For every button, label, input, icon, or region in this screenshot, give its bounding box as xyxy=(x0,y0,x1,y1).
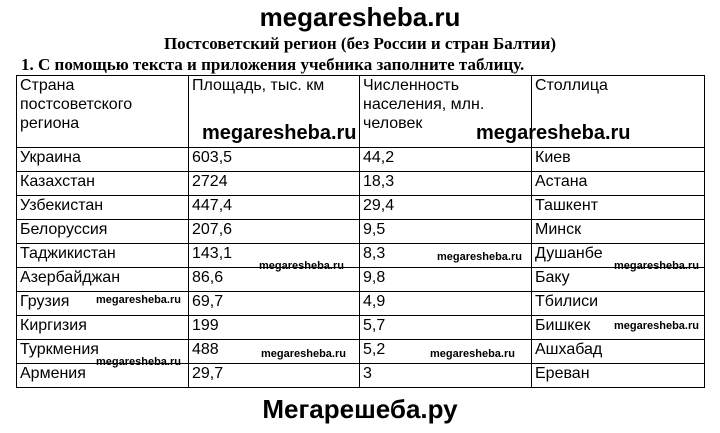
watermark: megaresheba.ru xyxy=(614,260,699,272)
task-text: 1. С помощью текста и приложения учебника заполните таблицу. xyxy=(21,55,525,74)
cell-area: 603,5 xyxy=(189,148,360,172)
table-row xyxy=(17,172,705,196)
cell-area: 86,6 xyxy=(189,268,360,292)
watermark: megaresheba.ru xyxy=(261,348,346,360)
cell-capital: Баку xyxy=(532,268,705,292)
cell-country: Киргизия xyxy=(17,316,189,340)
cell-country: Украина xyxy=(17,148,189,172)
cell-area: 143,1 xyxy=(189,244,360,268)
cell-capital: Душанбе xyxy=(532,244,705,268)
cell-country: Казахстан xyxy=(17,172,189,196)
cell-country: Армения xyxy=(17,364,189,388)
cell-population: 18,3 xyxy=(360,172,532,196)
table-row xyxy=(17,316,705,340)
cell-population: 3 xyxy=(360,364,532,388)
table-row xyxy=(17,244,705,268)
cell-population: 5,7 xyxy=(360,316,532,340)
cell-country: Узбекистан xyxy=(17,196,189,220)
cell-population: 9,5 xyxy=(360,220,532,244)
watermark: megaresheba.ru xyxy=(96,294,181,306)
cell-area: 207,6 xyxy=(189,220,360,244)
cell-area: 2724 xyxy=(189,172,360,196)
cell-area: 488 xyxy=(189,340,360,364)
table-row xyxy=(17,268,705,292)
section-title: Постсоветский регион (без России и стран Балтии) xyxy=(163,34,557,53)
table-row xyxy=(17,196,705,220)
cell-country: Азербайджан xyxy=(17,268,189,292)
watermark: megaresheba.ru xyxy=(202,122,357,144)
watermark: megaresheba.ru xyxy=(437,251,522,263)
cell-population: 44,2 xyxy=(360,148,532,172)
cell-population: 5,2 xyxy=(360,340,532,364)
cell-population: 4,9 xyxy=(360,292,532,316)
watermark: megaresheba.ru xyxy=(259,260,344,272)
cell-capital: Минск xyxy=(532,220,705,244)
cell-population: 9,8 xyxy=(360,268,532,292)
cell-country: Туркмения xyxy=(17,340,189,364)
watermark: megaresheba.ru xyxy=(96,356,181,368)
site-header: megaresheba.ru xyxy=(259,2,461,32)
cell-country: Таджикистан xyxy=(17,244,189,268)
cell-capital: Бишкек xyxy=(532,316,705,340)
cell-population: 29,4 xyxy=(360,196,532,220)
cell-population: 8,3 xyxy=(360,244,532,268)
cell-capital: Астана xyxy=(532,172,705,196)
cell-capital: Ашхабад xyxy=(532,340,705,364)
header-area: Площадь, тыс. км xyxy=(189,76,360,148)
header-country: Страна постсоветского региона xyxy=(17,76,189,148)
header-capital: Столлица xyxy=(532,76,705,148)
cell-area: 69,7 xyxy=(189,292,360,316)
cell-area: 199 xyxy=(189,316,360,340)
cell-country: Грузия xyxy=(17,292,189,316)
header-population: Численность населения, млн. человек xyxy=(360,76,532,148)
cell-area: 29,7 xyxy=(189,364,360,388)
cell-capital: Тбилиси xyxy=(532,292,705,316)
watermark: megaresheba.ru xyxy=(476,122,631,144)
watermark: megaresheba.ru xyxy=(614,320,699,332)
watermark: megaresheba.ru xyxy=(430,348,515,360)
site-footer: Мегарешеба.ру xyxy=(262,394,458,424)
cell-country: Белоруссия xyxy=(17,220,189,244)
table-row xyxy=(17,148,705,172)
cell-capital: Киев xyxy=(532,148,705,172)
table-row xyxy=(17,220,705,244)
cell-capital: Ереван xyxy=(532,364,705,388)
table-body xyxy=(17,148,705,388)
cell-capital: Ташкент xyxy=(532,196,705,220)
cell-area: 447,4 xyxy=(189,196,360,220)
